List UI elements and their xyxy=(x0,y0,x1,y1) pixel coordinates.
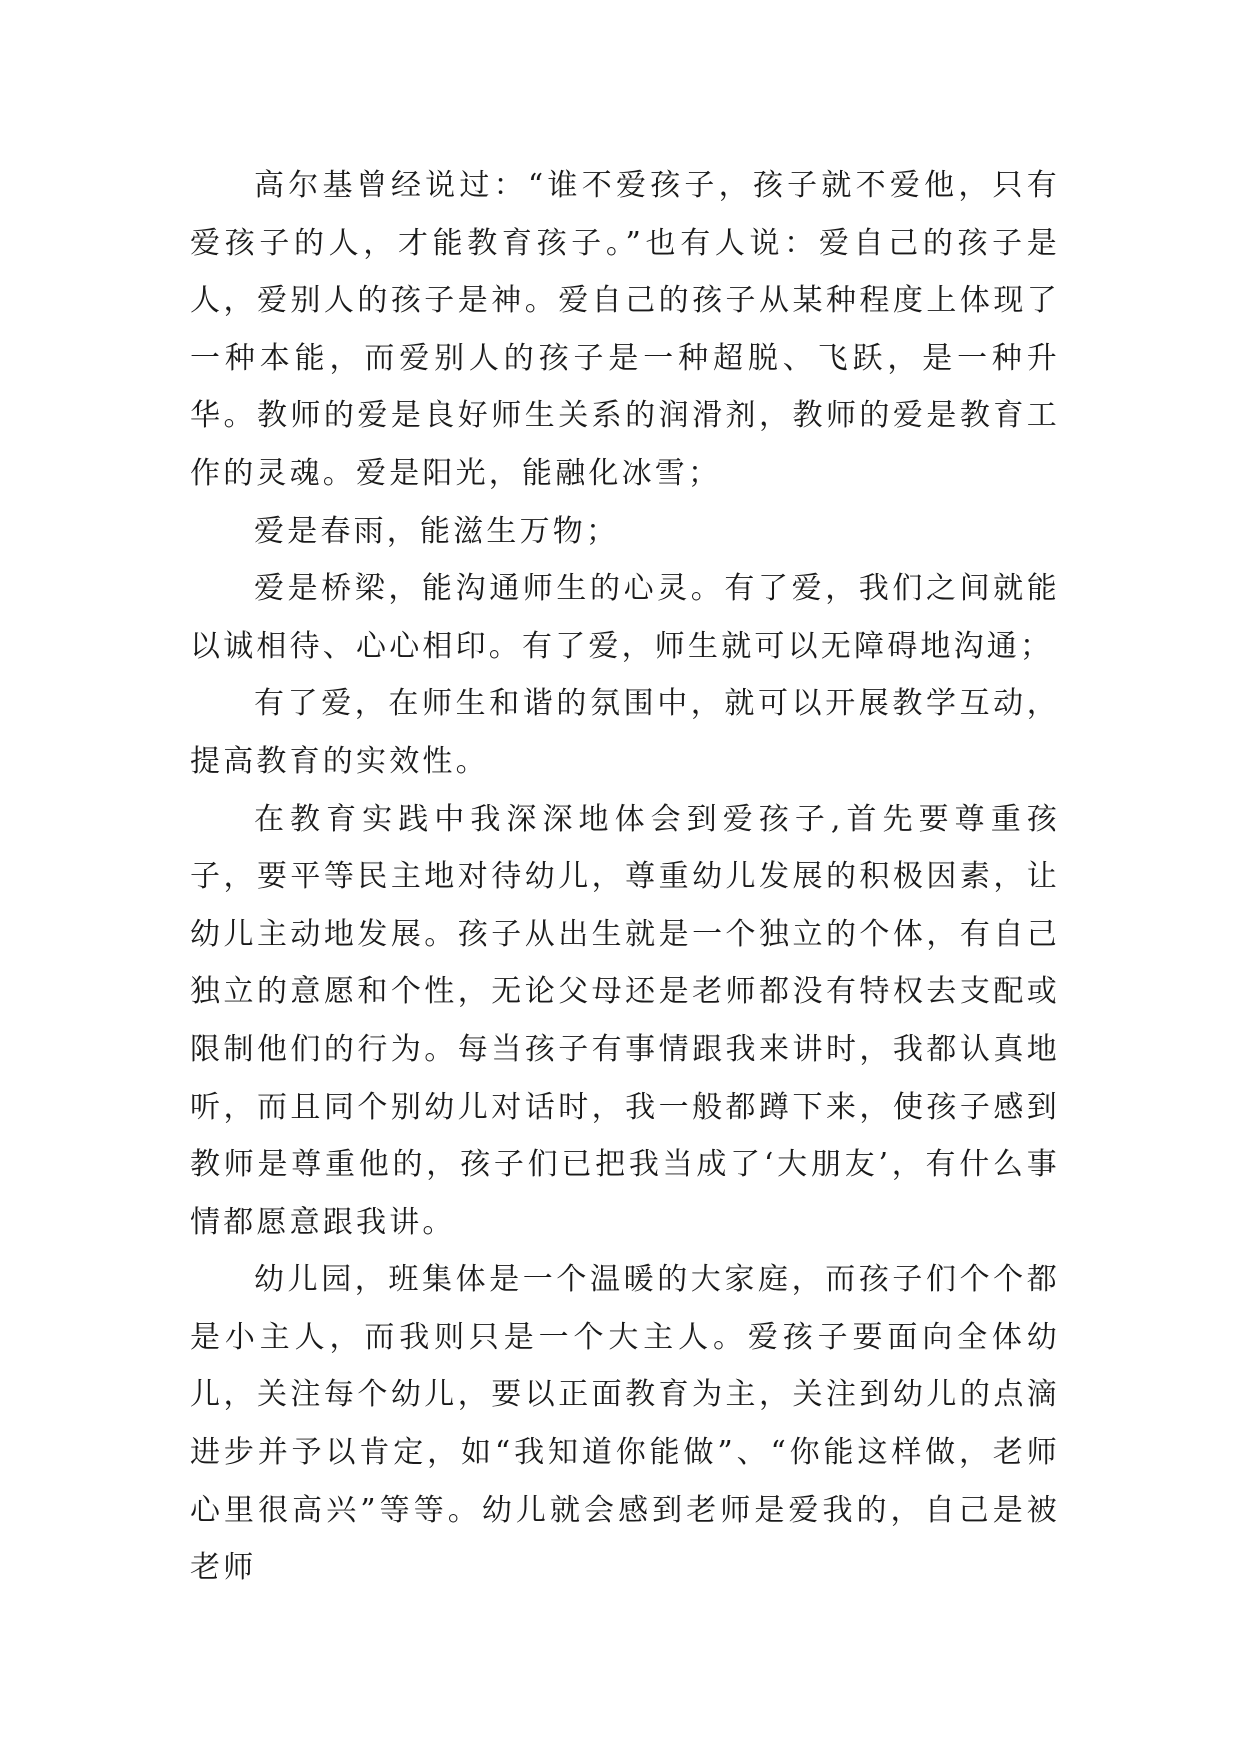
paragraph-respect: 在教育实践中我深深地体会到爱孩子,首先要尊重孩子，要平等民主地对待幼儿，尊重幼儿发展的积极因素，让幼儿主动地发展。孩子从出生就是一个独立的个体，有自己独立的意愿和个性，无论父母还是老师都没有特权去支配或限制他们的行为。每当孩子有事情跟我来讲时，我都认真地听，而且同个别幼儿对话时，我一般都蹲下来，使孩子感到教师是尊重他的，孩子们已把我当成了‘大朋友’，有什么事情都愿意跟我讲。 xyxy=(190,801,1060,1240)
paragraph-kindergarten: 幼儿园，班集体是一个温暖的大家庭，而孩子们个个都是小主人，而我则只是一个大主人。爱孩子要面向全体幼儿，关注每个幼儿，要以正面教育为主，关注到幼儿的点滴进步并予以肯定，如“我知道你能做”、“你能这样做，老师心里很高兴”等等。幼儿就会感到老师是爱我的，自己是被老师 xyxy=(190,1262,1060,1586)
paragraph-harmony: 有了爱，在师生和谐的氛围中，就可以开展教学互动，提高教育的实效性。 xyxy=(190,686,1060,779)
paragraph-spring-rain: 爱是春雨，能滋生万物； xyxy=(254,513,620,549)
paragraph-gorky-quote: 高尔基曾经说过：“谁不爱孩子，孩子就不爱他，只有爱孩子的人，才能教育孩子。”也有人说：爱自己的孩子是人，爱别人的孩子是神。爱自己的孩子从某种程度上体现了一种本能，而爱别人的孩子是一种超脱、飞跃，是一种升华。教师的爱是良好师生关系的润滑剂，教师的爱是教育工作的灵魂。爱是阳光，能融化冰雪； xyxy=(190,168,1060,491)
paragraph-bridge: 爱是桥梁，能沟通师生的心灵。有了爱，我们之间就能以诚相待、心心相印。有了爱，师生就可以无障碍地沟通； xyxy=(190,571,1060,664)
body-text xyxy=(190,157,1060,1597)
